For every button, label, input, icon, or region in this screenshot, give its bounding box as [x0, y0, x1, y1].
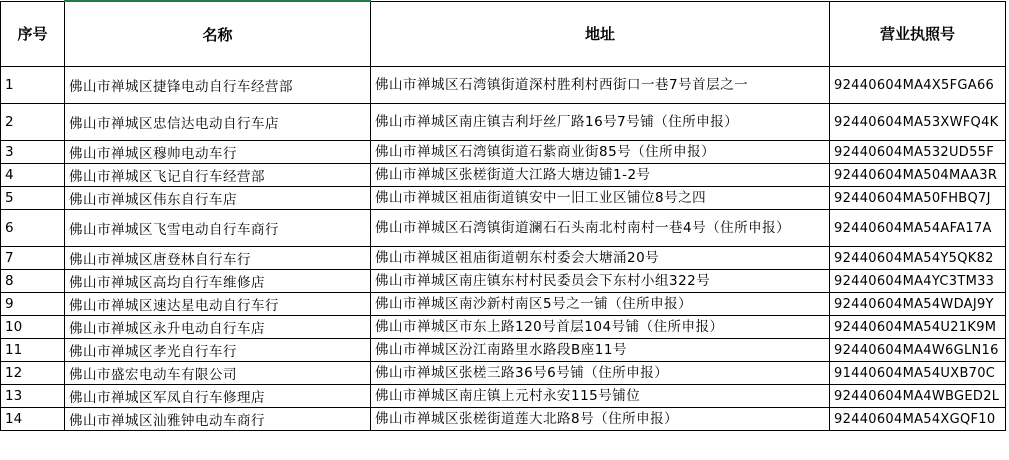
cell-seq[interactable]: 11: [1, 339, 65, 362]
cell-license[interactable]: 92440604MA54AFA17A: [830, 210, 1006, 247]
cell-name[interactable]: 佛山市禅城区汕雅钟电动车商行: [65, 408, 371, 431]
table-row: [1, 187, 1006, 210]
cell-address[interactable]: 佛山市禅城区石湾镇街道深村胜利村西街口一巷7号首层之一: [371, 67, 830, 104]
header-seq[interactable]: 序号: [1, 1, 65, 67]
cell-address[interactable]: 佛山市禅城区张槎三路36号6号铺（住所申报）: [371, 362, 830, 385]
cell-seq[interactable]: 7: [1, 247, 65, 270]
table-row: [1, 141, 1006, 164]
cell-seq[interactable]: 13: [1, 385, 65, 408]
cell-name[interactable]: 佛山市禅城区伟东自行车店: [65, 187, 371, 210]
cell-license[interactable]: 92440604MA4WBGED2L: [830, 385, 1006, 408]
cell-name[interactable]: 佛山市禅城区飞记自行车经营部: [65, 164, 371, 187]
cell-seq[interactable]: 8: [1, 270, 65, 293]
cell-address[interactable]: 佛山市禅城区南庄镇吉利圩丝厂路16号7号铺（住所申报）: [371, 104, 830, 141]
table-row: [1, 67, 1006, 104]
cell-name[interactable]: 佛山市禅城区捷锋电动自行车经营部: [65, 67, 371, 104]
table-row: [1, 270, 1006, 293]
cell-seq[interactable]: 10: [1, 316, 65, 339]
cell-seq[interactable]: 2: [1, 104, 65, 141]
cell-address[interactable]: 佛山市禅城区南沙新村南区5号之一铺（住所申报）: [371, 293, 830, 316]
cell-license[interactable]: 92440604MA54XGQF10: [830, 408, 1006, 431]
cell-name[interactable]: 佛山市禅城区永升电动自行车店: [65, 316, 371, 339]
cell-license[interactable]: 92440604MA53XWFQ4K: [830, 104, 1006, 141]
cell-address[interactable]: 佛山市禅城区市东上路120号首层104号铺（住所申报）: [371, 316, 830, 339]
header-name[interactable]: 名称: [65, 1, 371, 67]
header-license[interactable]: 营业执照号: [830, 1, 1006, 67]
cell-name[interactable]: 佛山市禅城区速达星电动自行车行: [65, 293, 371, 316]
cell-license[interactable]: 92440604MA50FHBQ7J: [830, 187, 1006, 210]
table-row: [1, 210, 1006, 247]
cell-seq[interactable]: 4: [1, 164, 65, 187]
cell-license[interactable]: 92440604MA4W6GLN16: [830, 339, 1006, 362]
cell-license[interactable]: 92440604MA532UD55F: [830, 141, 1006, 164]
cell-address[interactable]: 佛山市禅城区张槎街道莲大北路8号（住所申报）: [371, 408, 830, 431]
cell-seq[interactable]: 6: [1, 210, 65, 247]
cell-name[interactable]: 佛山市禅城区孝光自行车行: [65, 339, 371, 362]
cell-license[interactable]: 91440604MA54UXB70C: [830, 362, 1006, 385]
cell-seq[interactable]: 9: [1, 293, 65, 316]
cell-address[interactable]: 佛山市禅城区祖庙街道朝东村委会大塘涌20号: [371, 247, 830, 270]
cell-name[interactable]: 佛山市禅城区飞雪电动自行车商行: [65, 210, 371, 247]
cell-license[interactable]: 92440604MA504MAA3R: [830, 164, 1006, 187]
cell-address[interactable]: 佛山市禅城区石湾镇街道石紫商业街85号（住所申报）: [371, 141, 830, 164]
cell-address[interactable]: 佛山市禅城区汾江南路里水路段B座11号: [371, 339, 830, 362]
table-row: [1, 408, 1006, 431]
table-row: [1, 362, 1006, 385]
table-row: [1, 164, 1006, 187]
cell-name[interactable]: 佛山市禅城区高均自行车维修店: [65, 270, 371, 293]
cell-seq[interactable]: 14: [1, 408, 65, 431]
cell-name[interactable]: 佛山市禅城区唐登林自行车行: [65, 247, 371, 270]
cell-address[interactable]: 佛山市禅城区张槎街道大江路大塘边铺1-2号: [371, 164, 830, 187]
table-row: [1, 293, 1006, 316]
cell-address[interactable]: 佛山市禅城区南庄镇上元村永安115号铺位: [371, 385, 830, 408]
cell-seq[interactable]: 3: [1, 141, 65, 164]
table-row: [1, 385, 1006, 408]
table-row: [1, 339, 1006, 362]
cell-license[interactable]: 92440604MA4YC3TM33: [830, 270, 1006, 293]
cell-license[interactable]: 92440604MA54U21K9M: [830, 316, 1006, 339]
cell-name[interactable]: 佛山市盛宏电动车有限公司: [65, 362, 371, 385]
header-address[interactable]: 地址: [371, 1, 830, 67]
cell-address[interactable]: 佛山市禅城区祖庙街道镇安中一旧工业区铺位8号之四: [371, 187, 830, 210]
table-row: [1, 247, 1006, 270]
cell-seq[interactable]: 12: [1, 362, 65, 385]
table-row: [1, 316, 1006, 339]
header-row: [1, 1, 1006, 67]
table-row: [1, 104, 1006, 141]
cell-name[interactable]: 佛山市禅城区忠信达电动自行车店: [65, 104, 371, 141]
cell-address[interactable]: 佛山市禅城区南庄镇东村村民委员会下东村小组322号: [371, 270, 830, 293]
cell-seq[interactable]: 1: [1, 67, 65, 104]
cell-name[interactable]: 佛山市禅城区穆帅电动车行: [65, 141, 371, 164]
cell-seq[interactable]: 5: [1, 187, 65, 210]
cell-license[interactable]: 92440604MA54Y5QK82: [830, 247, 1006, 270]
cell-license[interactable]: 92440604MA4X5FGA66: [830, 67, 1006, 104]
cell-license[interactable]: 92440604MA54WDAJ9Y: [830, 293, 1006, 316]
cell-address[interactable]: 佛山市禅城区石湾镇街道澜石石头南北村南村一巷4号（住所申报）: [371, 210, 830, 247]
cell-name[interactable]: 佛山市禅城区军凤自行车修理店: [65, 385, 371, 408]
